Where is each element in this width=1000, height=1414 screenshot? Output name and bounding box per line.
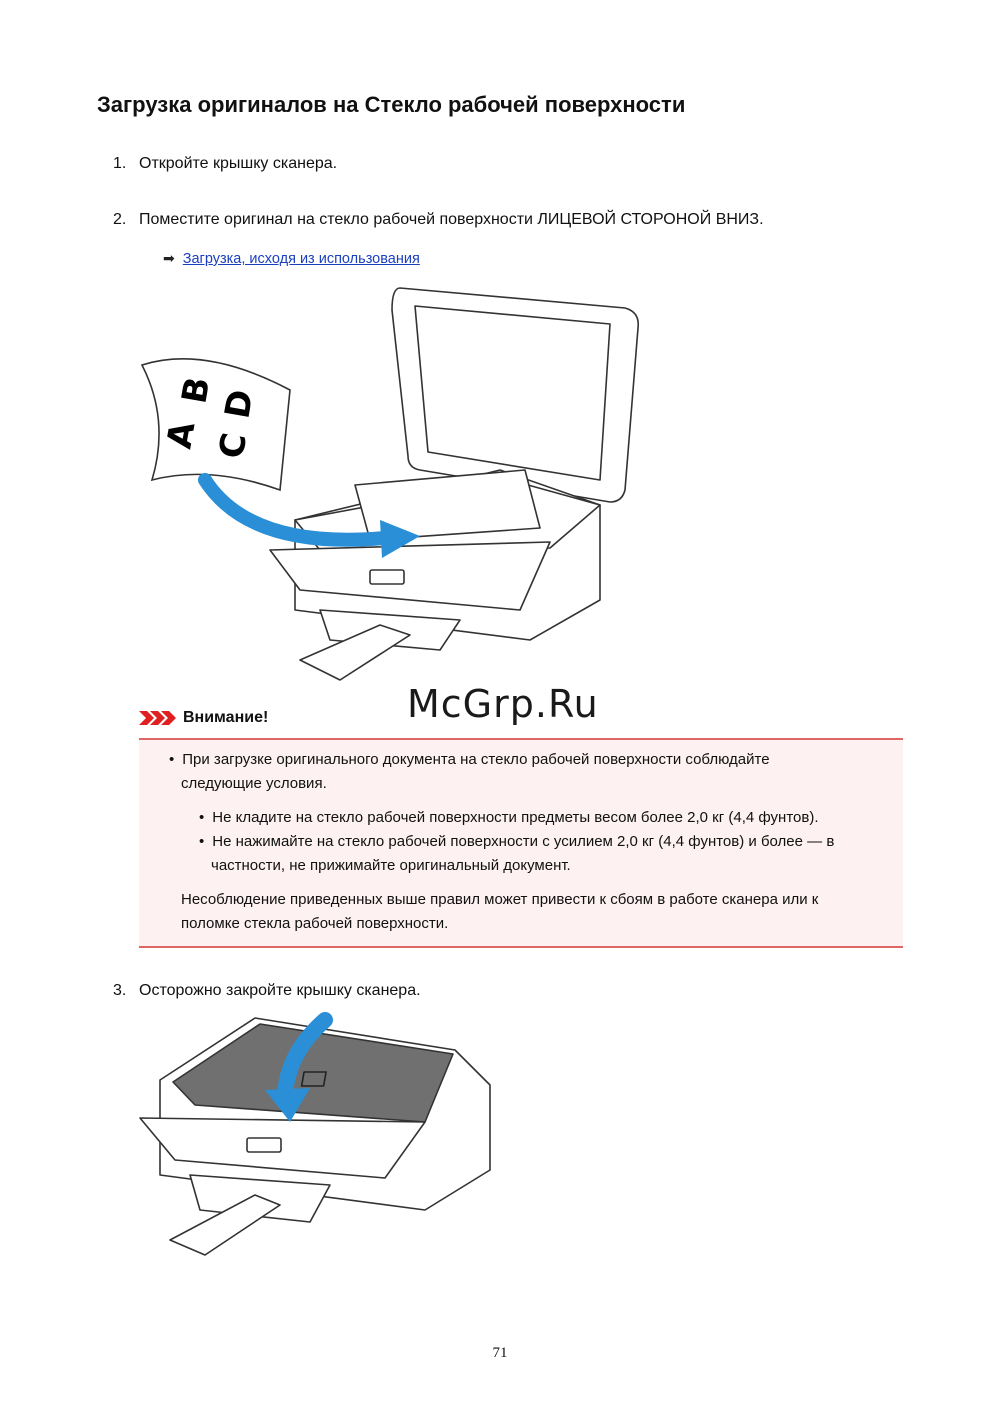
letter-a: A [159,418,204,452]
usage-link[interactable]: Загрузка, исходя из использования [182,251,420,267]
figure-closed-scanner [135,1010,505,1260]
letter-b: B [174,374,219,407]
step-2 [113,211,764,229]
caution-note-2: поломке стекла рабочей поверхности. [181,915,449,932]
caution-sub-2: • Не нажимайте на стекло рабочей поверхности с усилием 2,0 кг (4,4 фунтов) и более — в [199,833,835,850]
usage-link-row [163,250,420,267]
caution-sub-1: • Не кладите на стекло рабочей поверхности предметы весом более 2,0 кг (4,4 фунтов). [199,809,819,826]
step-1 [113,155,337,173]
caution-heading [139,709,268,727]
step-text: Осторожно закройте крышку сканера. [139,982,421,999]
caution-bullet: • При загрузке оригинального документа на стекло рабочей поверхности соблюдайте [169,751,770,768]
caution-sub-2-cont: частности, не прижимайте оригинальный документ. [211,857,571,874]
step-text: Откройте крышку сканера. [139,155,338,172]
letter-d: D [217,386,262,422]
arrow-right-icon: ➡ [163,250,175,266]
step-3 [113,982,421,1000]
page-title: Загрузка оригиналов на Стекло рабочей поверхности [97,92,686,117]
step-number: 3. [113,982,127,999]
caution-label: Внимание! [183,709,269,726]
caution-chevrons-icon [139,711,177,725]
caution-bullet-cont: следующие условия. [181,775,327,792]
letter-c: C [211,430,256,462]
page-number: 71 [492,1345,508,1361]
step-number: 2. [113,211,127,228]
step-number: 1. [113,155,127,172]
original-sheet [142,359,290,490]
caution-box [139,738,903,948]
watermark: McGrp.Ru [407,682,599,726]
figure-open-scanner [130,280,650,690]
step-text: Поместите оригинал на стекло рабочей поверхности ЛИЦЕВОЙ СТОРОНОЙ ВНИЗ. [139,211,764,228]
caution-note-1: Несоблюдение приведенных выше правил может привести к сбоям в работе сканера или к [181,891,819,908]
